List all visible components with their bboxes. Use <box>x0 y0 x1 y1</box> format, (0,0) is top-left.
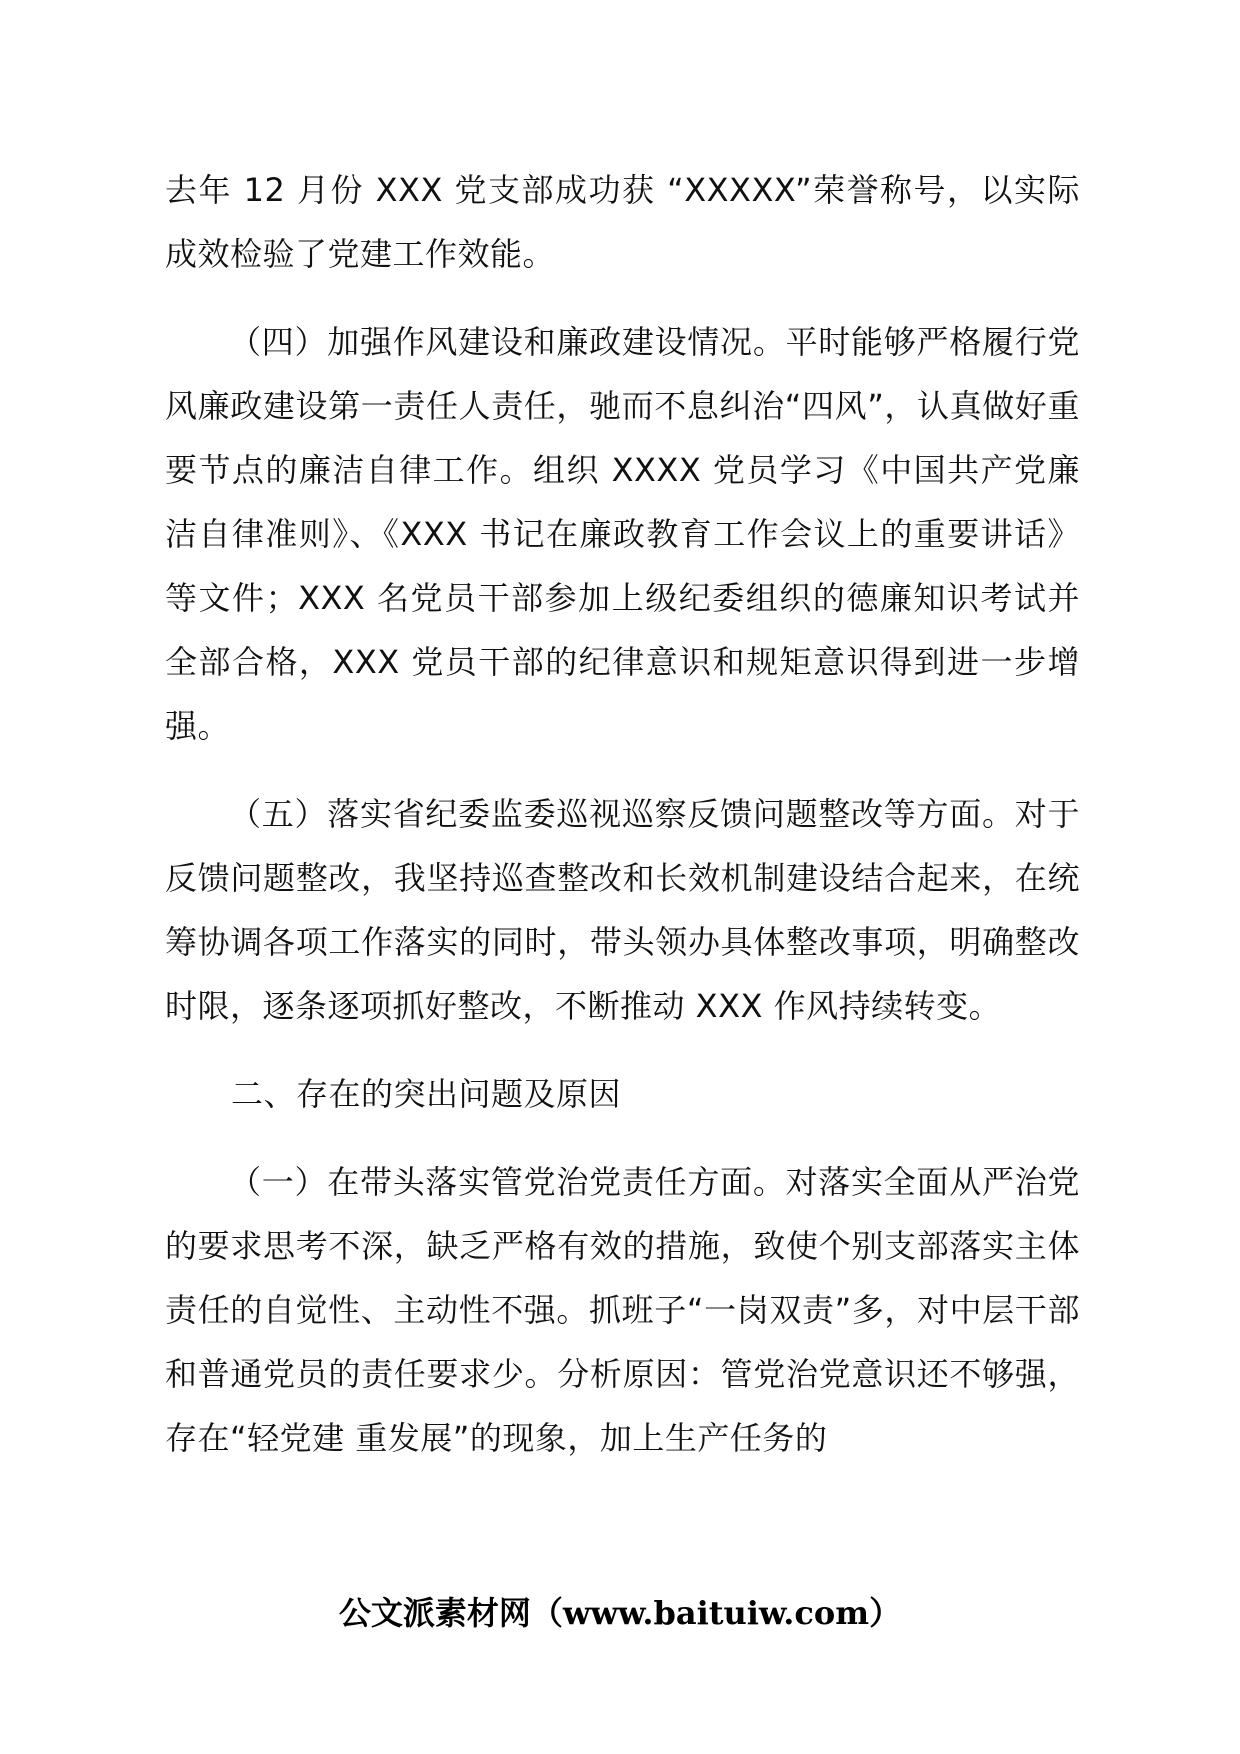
document-body <box>165 158 1080 1494</box>
paragraph-continuation: 去年 12 月份 XXX 党支部成功获 “XXXXX”荣誉称号，以实际成效检验了党建工作效能。 <box>165 171 1080 273</box>
paragraph-section-5: （五）落实省纪委监委巡视巡察反馈问题整改等方面。对于反馈问题整改，我坚持巡查整改和长效机制建设结合起来，在统筹协调各项工作落实的同时，带头领办具体整改事项，明确整改时限，逐条逐项抓好整改，不断推动 XXX 作风持续转变。 <box>165 795 1080 1025</box>
section-heading-problems: 二、存在的突出问题及原因 <box>231 1075 622 1113</box>
paragraph-section-4: （四）加强作风建设和廉政建设情况。平时能够严格履行党风廉政建设第一责任人责任，驰而不息纠治“四风”，认真做好重要节点的廉洁自律工作。组织 XXXX 党员学习《中国共产党廉洁自律准则》、《XXX 书记在廉政教育工作会议上的重要讲话》等文件；XXX 名党员干部参加上级纪委组织的德廉知识考试并全部合格，XXX 党员干部的纪律意识和规矩意识得到进一步增强。 <box>165 323 1080 745</box>
paragraph-problem-1: （一）在带头落实管党治党责任方面。对落实全面从严治党的要求思考不深，缺乏严格有效的措施，致使个别支部落实主体责任的自觉性、主动性不强。抓班子“一岗双责”多，对中层干部和普通党员的责任要求少。分析原因：管党治党意识还不够强，存在“轻党建 重发展”的现象，加上生产任务的 <box>165 1163 1080 1457</box>
footer-watermark-text: 公文派素材网（www.baituiw.com） <box>338 1594 902 1632</box>
